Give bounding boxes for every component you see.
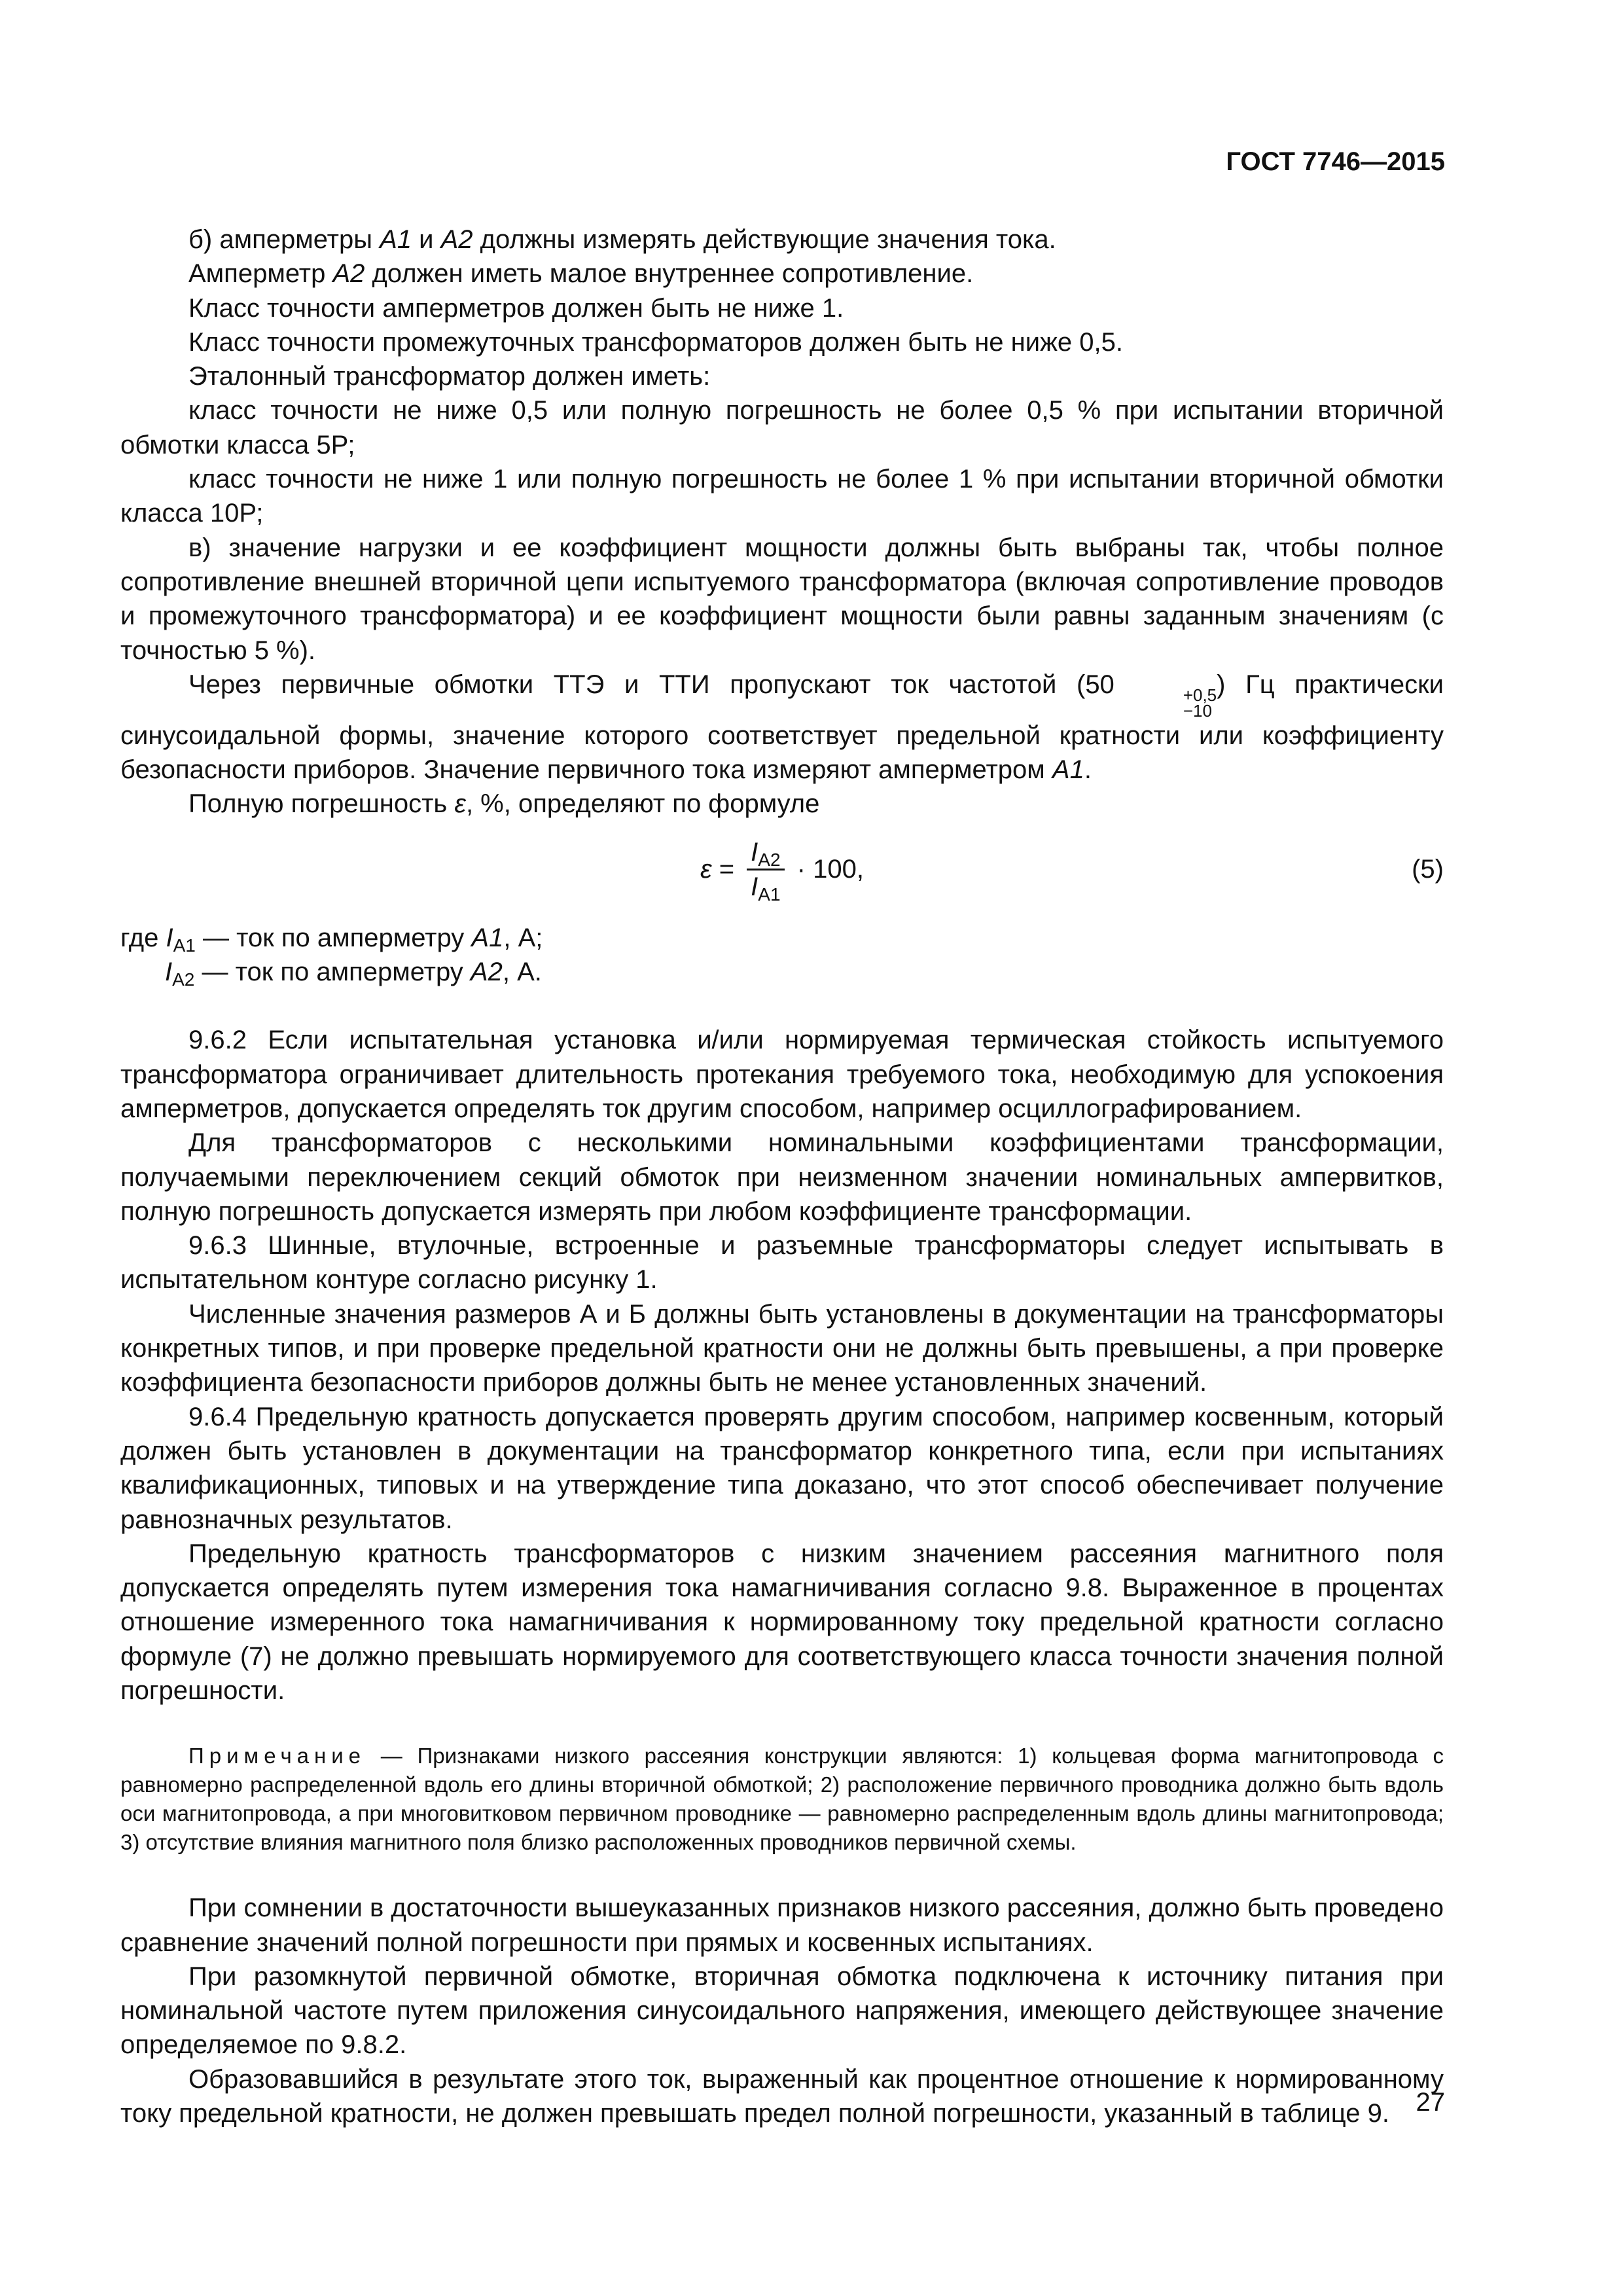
- note-label: Примечание: [188, 1744, 366, 1768]
- text: ) Гц практически синусоидальной формы, значение которого соответствует предельной кратности или коэффициенту безопасности приборов. Значение первичного тока измеряют амперметром: [120, 670, 1444, 785]
- paragraph-intermediate-class: Класс точности промежуточных трансформаторов должен быть не ниже 0,5.: [188, 327, 1123, 357]
- paragraph-accuracy-class: Класс точности амперметров должен быть не ниже 1.: [188, 293, 844, 323]
- epsilon-symbol: ε: [700, 855, 712, 884]
- current-symbol: I: [751, 837, 758, 867]
- text: должен иметь малое внутреннее сопротивление.: [365, 259, 974, 289]
- formula-legend: [120, 921, 1444, 990]
- text: и: [412, 225, 441, 254]
- ammeter-a1-label: А1: [1052, 755, 1084, 785]
- fraction: [747, 837, 784, 905]
- ammeter-a1-label: А1: [471, 923, 504, 952]
- paragraph-open-primary: При разомкнутой первичной обмотке, вторичная обмотка подключена к источнику питания при номинальной частоте путем приложения синусоидального напряжения, имеющего действующее значение определяемое по 9.8.2.: [120, 1962, 1444, 2060]
- subscript-a1: A1: [758, 884, 781, 905]
- page-header: ГОСТ 7746—2015: [1226, 147, 1445, 176]
- text: .: [1084, 755, 1092, 785]
- frequency-value: 50: [1085, 670, 1115, 699]
- current-symbol: I: [165, 958, 173, 987]
- ammeter-a2-label: А2: [332, 259, 365, 289]
- text: Через первичные обмотки ТТЭ и ТТИ пропускают ток частотой (: [188, 670, 1086, 699]
- paragraph-reference-transformer: Эталонный трансформатор должен иметь:: [188, 362, 711, 391]
- page-number: 27: [1416, 2088, 1445, 2117]
- paragraph-ammeter-a2: [120, 257, 1444, 291]
- tolerance-upper: +0,5: [1183, 685, 1217, 705]
- paragraph-class-5p: класс точности не ниже 0,5 или полную погрешность не более 0,5 % при испытании вторичной обмотки класса 5Р;: [120, 396, 1444, 459]
- ammeter-a2-label: А2: [440, 225, 473, 254]
- current-symbol: I: [751, 872, 758, 901]
- formula-multiplier: · 100,: [789, 855, 864, 884]
- paragraph-class-10p: класс точности не ниже 1 или полную погрешность не более 1 % при испытании вторичной обмотки класса 10Р;: [120, 465, 1444, 528]
- formula-5: [120, 834, 1444, 920]
- text: — ток по амперметру: [195, 923, 472, 952]
- paragraph-9-6-3-b: Численные значения размеров А и Б должны быть установлены в документации на трансформаторы конкретных типов, и при проверке предельной кратности они не должны быть превышены, а при проверке коэффициента безопасности приборов должны быть не менее установленных значений.: [120, 1299, 1444, 1397]
- tolerance-lower: −10: [1183, 700, 1212, 721]
- ammeter-a1-label: А1: [380, 225, 412, 254]
- paragraph-ammeters: [120, 223, 1444, 257]
- text: б) амперметры: [188, 225, 380, 254]
- legend-row-ia1: [120, 921, 1444, 955]
- text: , А.: [502, 958, 542, 987]
- text: должны измерять действующие значения тока.: [473, 225, 1056, 254]
- paragraph-9-6-3: 9.6.3 Шинные, втулочные, встроенные и разъемные трансформаторы следует испытывать в испытательном контуре согласно рисунку 1.: [120, 1231, 1444, 1295]
- legend-row-ia2: [120, 955, 1444, 989]
- paragraph-primary-current: [120, 668, 1444, 787]
- fraction-denominator: [747, 870, 784, 905]
- paragraph-9-6-4: 9.6.4 Предельную кратность допускается проверять другим способом, например косвенным, который должен быть установлен в документации на трансформатор конкретного типа, если при испытаниях квалификационных, типовых и на утверждение типа доказано, что этот способ обеспечивает получение равнозначных результатов.: [120, 1402, 1444, 1534]
- formula-expression: [700, 837, 864, 905]
- text: , %, определяют по формуле: [465, 789, 820, 819]
- paragraph-formula-intro: [120, 787, 1444, 821]
- paragraph-9-6-4-b: Предельную кратность трансформаторов с низким значением рассеяния магнитного поля допускается определять путем измерения тока намагничивания согласно 9.8. Выраженное в процентах отношение измеренного тока намагничивания к нормированному току предельной кратности согласно формуле (7) не должно превышать нормируемого для соответствующего класса точности значения полной погрешности.: [120, 1539, 1444, 1705]
- equation-number: (5): [1412, 854, 1444, 884]
- text: , А;: [503, 923, 543, 952]
- paragraph-doubt: При сомнении в достаточности вышеуказанных признаков низкого рассеяния, должно быть проведено сравнение значений полной погрешности при прямых и косвенных испытаниях.: [120, 1893, 1444, 1957]
- text: Полную погрешность: [188, 789, 455, 819]
- subscript-a2: A2: [172, 969, 195, 990]
- paragraph-load: в) значение нагрузки и ее коэффициент мощности должны быть выбраны так, чтобы полное сопротивление внешней вторичной цепи испытуемого трансформатора (включая сопротивление проводов и промежуточного трансформатора) и ее коэффициент мощности были равны заданным значениям (с точностью 5 %).: [120, 533, 1444, 665]
- page-body: [120, 223, 1444, 2130]
- epsilon-symbol: ε: [454, 789, 466, 819]
- text: где: [120, 923, 166, 952]
- subscript-a1: A1: [173, 935, 196, 956]
- frequency-tolerance: [1115, 687, 1217, 719]
- paragraph-9-6-2-b: Для трансформаторов с несколькими номинальными коэффициентами трансформации, получаемыми переключением секций обмоток при неизменном значении номинальных ампервитков, полную погрешность допускается измерять при любом коэффициенте трансформации.: [120, 1128, 1444, 1226]
- current-symbol: I: [166, 923, 173, 952]
- ammeter-a2-label: А2: [470, 958, 503, 987]
- paragraph-resulting-current: Образовавшийся в результате этого ток, выраженный как процентное отношение к нормированному току предельной кратности, не должен превышать предел полной погрешности, указанный в таблице 9.: [120, 2064, 1444, 2128]
- text: Амперметр: [188, 259, 333, 289]
- equals-sign: =: [711, 855, 742, 884]
- subscript-a2: A2: [758, 849, 781, 870]
- note-block: [120, 1742, 1444, 1857]
- text: — ток по амперметру: [194, 958, 471, 987]
- note-text: — Признаками низкого рассеяния конструкции являются: 1) кольцевая форма магнитопровода с равномерно распределенной вдоль его длины вторичной обмоткой; 2) расположение первичного проводника должно быть вдоль оси магнитопровода, а при многовитковом первичном проводнике — равномерно распределенным вдоль длины магнитопровода; 3) отсутствие влияния магнитного поля близко расположенных проводников первичной схемы.: [120, 1744, 1444, 1855]
- paragraph-9-6-2: 9.6.2 Если испытательная установка и/или нормируемая термическая стойкость испытуемого трансформатора ограничивает длительность протекания требуемого тока, необходимую для успокоения амперметров, допускается определять ток другим способом, например осциллографированием.: [120, 1026, 1444, 1123]
- fraction-numerator: [747, 837, 784, 870]
